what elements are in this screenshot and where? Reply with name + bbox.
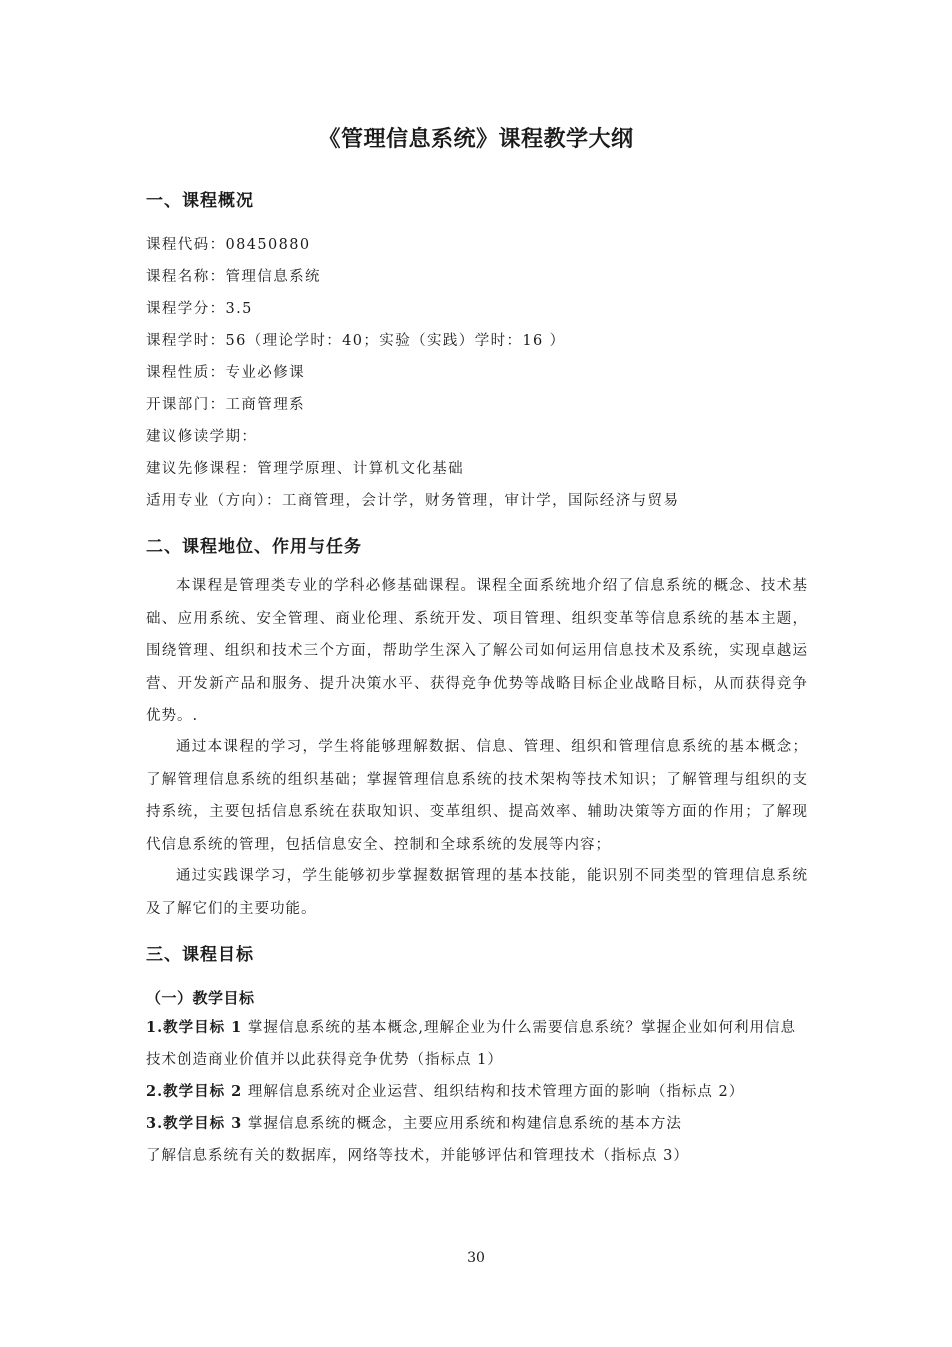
objective-item-1 xyxy=(146,1012,808,1076)
offering-department: 开课部门：工商管理系 xyxy=(146,397,305,413)
section-heading-objectives: 三、课程目标 xyxy=(146,945,254,965)
course-hours: 课程学时：56（理论学时：40；实验（实践）学时：16 ） xyxy=(146,333,566,349)
objective-text: 掌握信息系统的基本概念,理解企业为什么需要信息系统？掌握企业如何利用信息技术创造商业价值并以此获得竞争优势（指标点 1） xyxy=(146,1020,796,1068)
prerequisite-courses: 建议先修课程：管理学原理、计算机文化基础 xyxy=(146,461,464,477)
paragraph-practice: 通过实践课学习，学生能够初步掌握数据管理的基本技能，能识别不同类型的管理信息系统及了解它们的主要功能。 xyxy=(146,868,808,917)
objective-item-3 xyxy=(146,1108,808,1140)
objective-text: 理解信息系统对企业运营、组织结构和技术管理方面的影响（指标点 2） xyxy=(247,1084,745,1100)
page-number: 30 xyxy=(467,1250,485,1266)
course-nature: 课程性质：专业必修课 xyxy=(146,365,305,381)
course-code: 课程代码：08450880 xyxy=(146,237,311,253)
suggested-semester: 建议修读学期： xyxy=(146,429,258,445)
applicable-majors: 适用专业（方向）：工商管理，会计学，财务管理，审计学，国际经济与贸易 xyxy=(146,493,680,509)
objective-label: 2.教学目标 2 xyxy=(146,1083,243,1100)
objective-label: 1.教学目标 1 xyxy=(146,1019,243,1036)
page-title: 《管理信息系统》课程教学大纲 xyxy=(318,126,634,152)
objective-item-2 xyxy=(146,1076,808,1108)
course-name: 课程名称：管理信息系统 xyxy=(146,269,321,285)
objective-text: 掌握信息系统的概念，主要应用系统和构建信息系统的基本方法 xyxy=(247,1116,682,1132)
section-heading-overview: 一、课程概况 xyxy=(146,191,254,211)
paragraph-course-intro: 本课程是管理类专业的学科必修基础课程。课程全面系统地介绍了信息系统的概念、技术基础、应用系统、安全管理、商业伦理、系统开发、项目管理、组织变革等信息系统的基本主题，围绕管理、组织和技术三个方面，帮助学生深入了解公司如何运用信息技术及系统，实现卓越运营、开发新产品和服务、提升决策水平、获得竞争优势等战略目标企业战略目标，从而获得竞争优势。. xyxy=(146,578,808,724)
paragraph-learning-outcomes: 通过本课程的学习，学生将能够理解数据、信息、管理、组织和管理信息系统的基本概念；了解管理信息系统的组织基础；掌握管理信息系统的技术架构等技术知识；了解管理与组织的支持系统，主要包括信息系统在获取知识、变革组织、提高效率、辅助决策等方面的作用；了解现代信息系统的管理，包括信息安全、控制和全球系统的发展等内容； xyxy=(146,739,808,853)
objective-item-3-continued: 了解信息系统有关的数据库，网络等技术，并能够评估和管理技术（指标点 3） xyxy=(146,1148,689,1164)
section-heading-position: 二、课程地位、作用与任务 xyxy=(146,537,362,557)
course-credits: 课程学分：3.5 xyxy=(146,301,253,317)
objective-label: 3.教学目标 3 xyxy=(146,1115,243,1132)
subheading-teaching-objectives: （一）教学目标 xyxy=(146,989,255,1007)
